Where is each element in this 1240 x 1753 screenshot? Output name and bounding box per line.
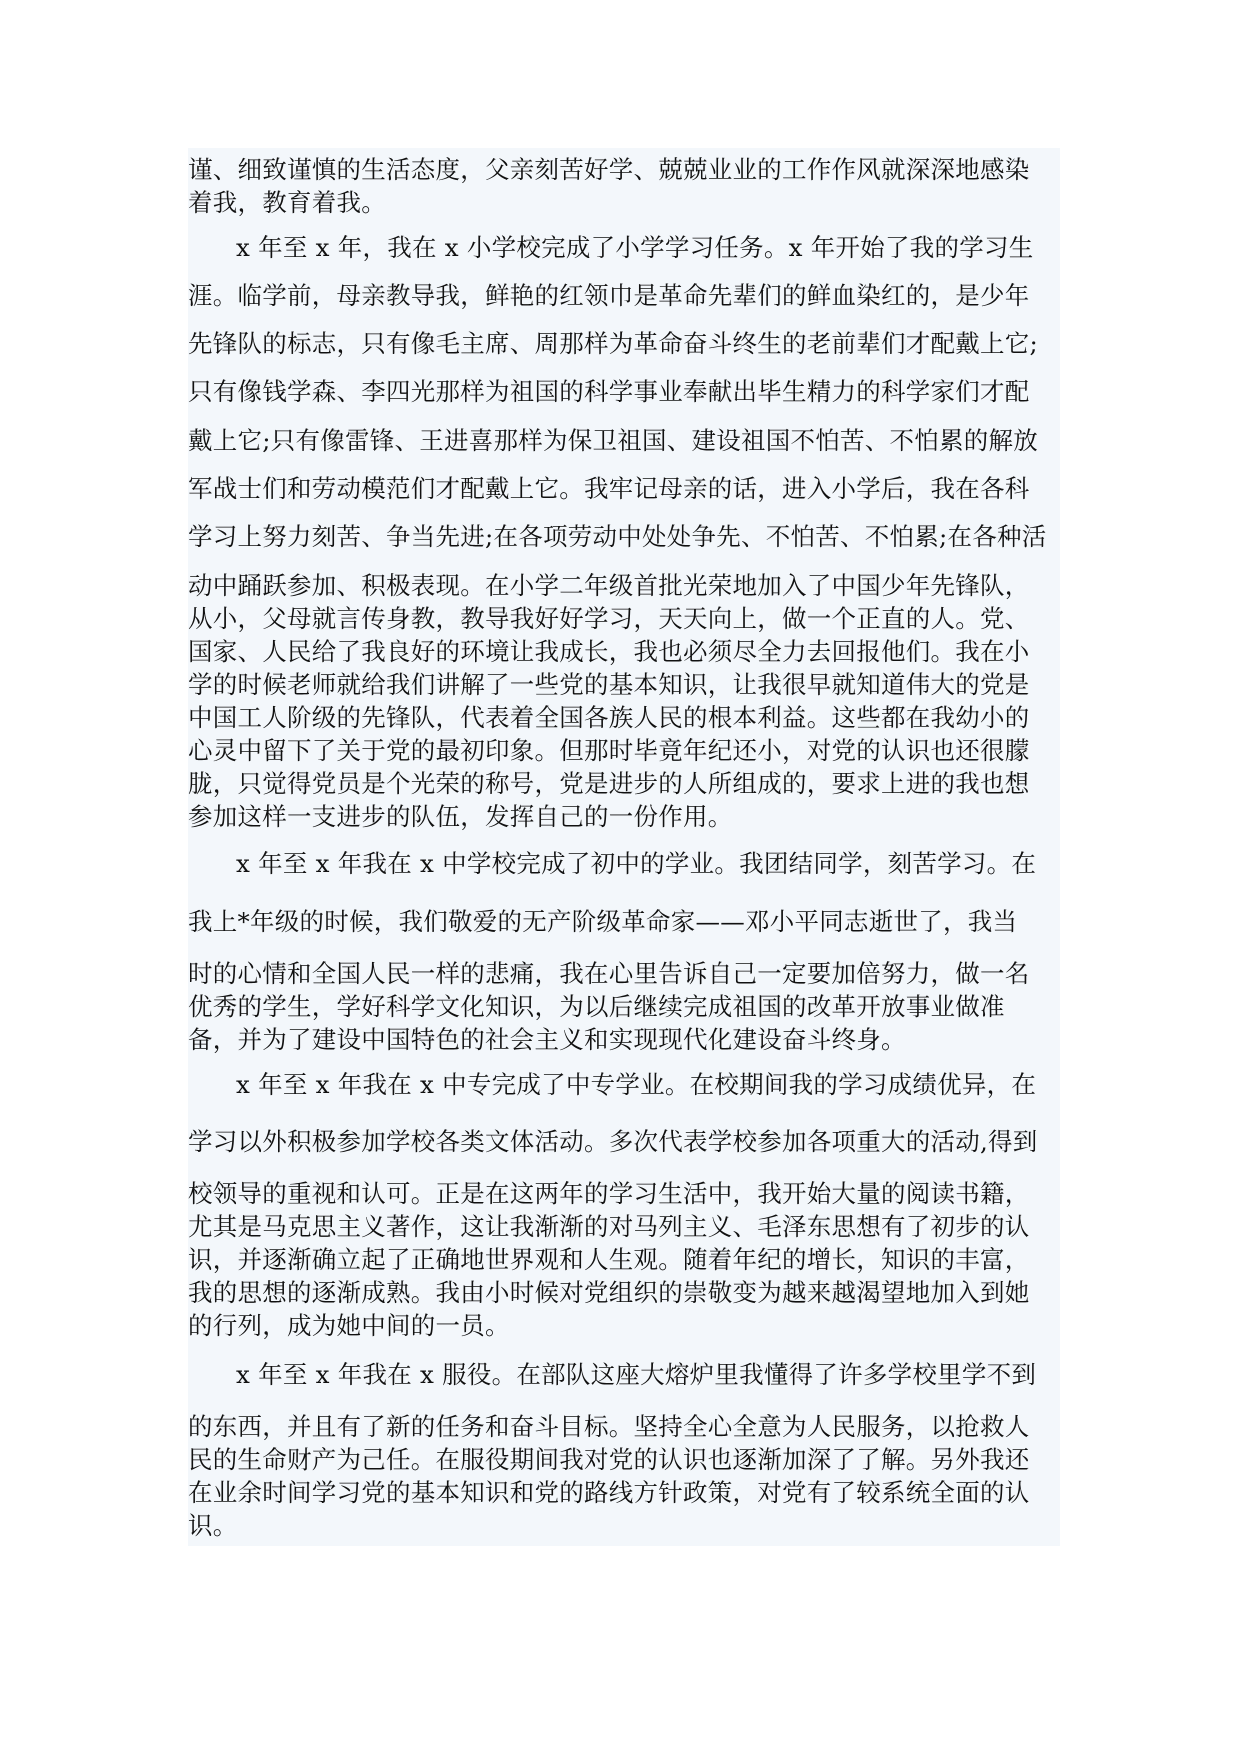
text-line: 尤其是马克思主义著作，这让我渐渐的对马列主义、毛泽东思想有了初步的认 [188, 1212, 1030, 1241]
text-line: 参加这样一支进步的队伍，发挥自己的一份作用。 [188, 802, 733, 831]
text-line: 学习以外积极参加学校各类文体活动。多次代表学校参加各项重大的活动,得到 [188, 1127, 1038, 1156]
text-line: 学习上努力刻苦、争当先进;在各项劳动中处处争先、不怕苦、不怕累;在各种活 [188, 522, 1047, 551]
text-line: 只有像钱学森、李四光那样为祖国的科学事业奉献出毕生精力的科学家们才配 [188, 377, 1030, 406]
text-line: 民的生命财产为己任。在服役期间我对党的认识也逐渐加深了了解。另外我还 [188, 1445, 1030, 1474]
text-line: x 年至 x 年我在 x 服役。在部队这座大熔炉里我懂得了许多学校里学不到 [236, 1360, 1037, 1389]
text-line: x 年至 x 年我在 x 中学校完成了初中的学业。我团结同学，刻苦学习。在 [236, 849, 1037, 878]
text-line: 备，并为了建设中国特色的社会主义和实现现代化建设奋斗终身。 [188, 1025, 906, 1054]
text-line: x 年至 x 年我在 x 中专完成了中专学业。在校期间我的学习成绩优异，在 [236, 1070, 1037, 1099]
text-line: 胧，只觉得党员是个光荣的称号，党是进步的人所组成的，要求上进的我也想 [188, 769, 1030, 798]
document-body [188, 148, 1060, 1546]
text-line: 着我，教育着我。 [188, 188, 386, 217]
text-line: 的行列，成为她中间的一员。 [188, 1311, 510, 1340]
text-line: 国家、人民给了我良好的环境让我成长，我也必须尽全力去回报他们。我在小 [188, 637, 1030, 666]
text-line: 军战士们和劳动模范们才配戴上它。我牢记母亲的话，进入小学后，我在各科 [188, 474, 1030, 503]
text-line: 心灵中留下了关于党的最初印象。但那时毕竟年纪还小，对党的认识也还很朦 [188, 736, 1030, 765]
text-line: 识，并逐渐确立起了正确地世界观和人生观。随着年纪的增长，知识的丰富， [188, 1245, 1030, 1274]
text-line: 我上*年级的时候，我们敬爱的无产阶级革命家——邓小平同志逝世了，我当 [188, 907, 1018, 936]
text-line: 在业余时间学习党的基本知识和党的路线方针政策，对党有了较系统全面的认 [188, 1478, 1030, 1507]
text-line: x 年至 x 年，我在 x 小学校完成了小学学习任务。x 年开始了我的学习生 [236, 233, 1034, 262]
text-line: 戴上它;只有像雷锋、王进喜那样为保卫祖国、建设祖国不怕苦、不怕累的解放 [188, 426, 1039, 455]
text-line: 从小，父母就言传身教，教导我好好学习，天天向上，做一个正直的人。党、 [188, 604, 1030, 633]
text-line: 我的思想的逐渐成熟。我由小时候对党组织的崇敬变为越来越渴望地加入到她 [188, 1278, 1030, 1307]
text-line: 涯。临学前，母亲教导我，鲜艳的红领巾是革命先辈们的鲜血染红的，是少年 [188, 281, 1030, 310]
text-line: 时的心情和全国人民一样的悲痛，我在心里告诉自己一定要加倍努力，做一名 [188, 959, 1030, 988]
text-line: 优秀的学生，学好科学文化知识，为以后继续完成祖国的改革开放事业做准 [188, 992, 1005, 1021]
text-line: 谨、细致谨慎的生活态度，父亲刻苦好学、兢兢业业的工作作风就深深地感染 [188, 155, 1030, 184]
text-line: 识。 [188, 1511, 238, 1540]
text-line: 学的时候老师就给我们讲解了一些党的基本知识，让我很早就知道伟大的党是 [188, 670, 1030, 699]
text-line: 校领导的重视和认可。正是在这两年的学习生活中，我开始大量的阅读书籍， [188, 1179, 1030, 1208]
text-line: 先锋队的标志，只有像毛主席、周那样为革命奋斗终生的老前辈们才配戴上它; [188, 329, 1039, 358]
text-line: 动中踊跃参加、积极表现。在小学二年级首批光荣地加入了中国少年先锋队， [188, 571, 1030, 600]
text-line: 的东西，并且有了新的任务和奋斗目标。坚持全心全意为人民服务，以抢救人 [188, 1412, 1030, 1441]
text-line: 中国工人阶级的先锋队，代表着全国各族人民的根本利益。这些都在我幼小的 [188, 703, 1030, 732]
